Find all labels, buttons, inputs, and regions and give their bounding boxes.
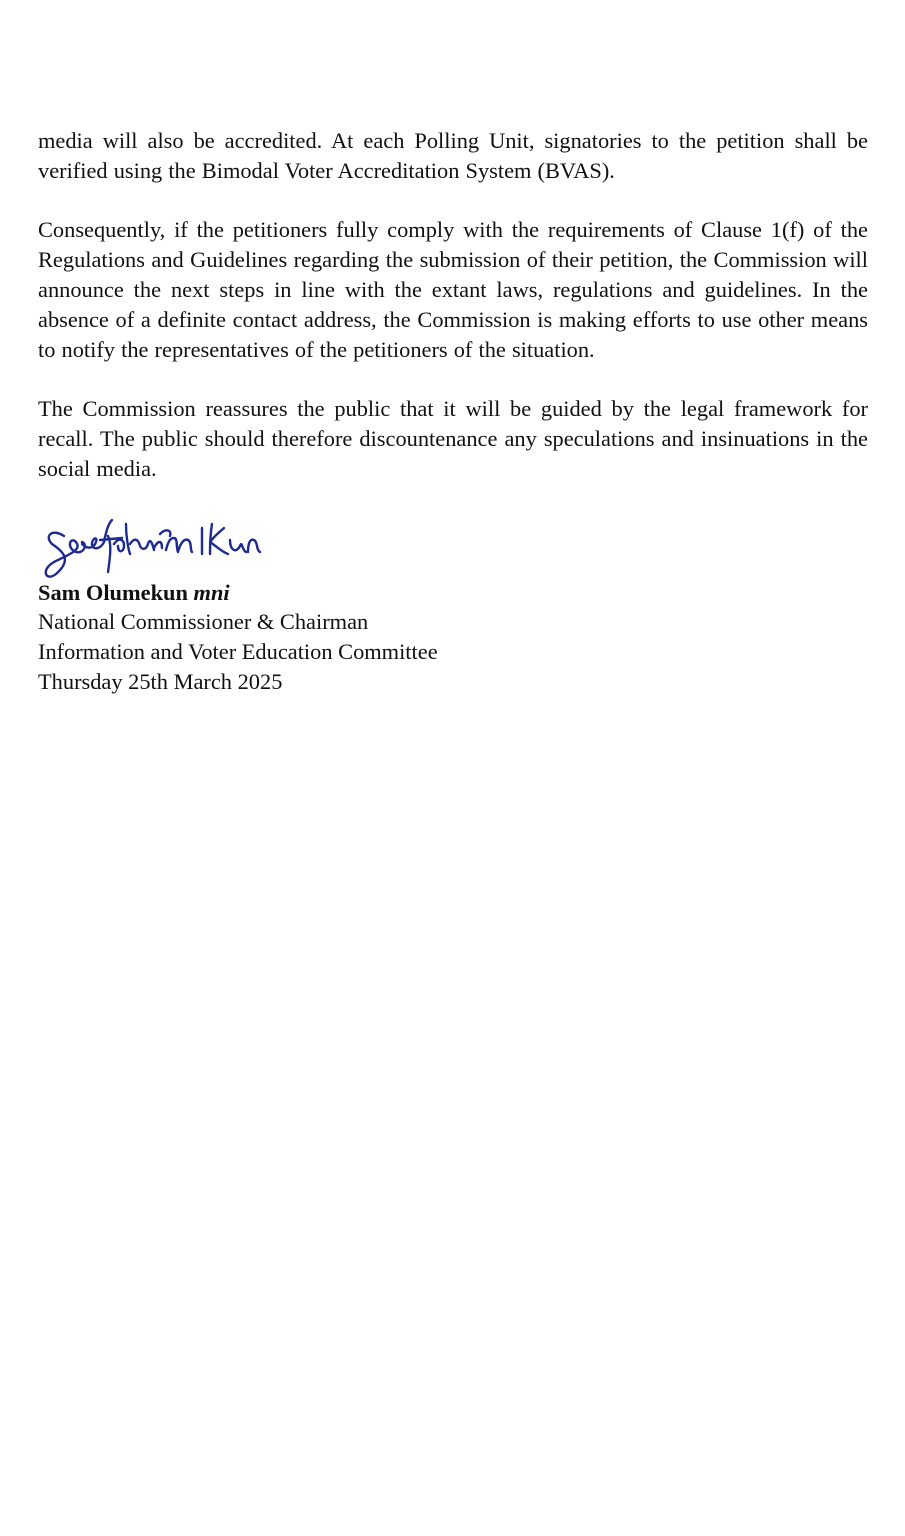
document-date: Thursday 25th March 2025: [38, 668, 283, 694]
signatory-title: National Commissioner & Chairman: [38, 609, 369, 635]
signatory-committee: Information and Voter Education Committee: [38, 639, 438, 665]
signatory-name-line: [38, 578, 868, 608]
handwritten-signature: [42, 514, 267, 584]
signature-block: [38, 514, 868, 697]
signatory-suffix: mni: [193, 579, 230, 605]
document-page: [38, 126, 868, 697]
paragraph-reassurance: The Commission reassures the public that it will be guided by the legal framework for recall. The public should therefore discountenance any speculations and insinuations in the social media.: [38, 396, 868, 481]
signatory-name: Sam Olumekun: [38, 579, 188, 605]
paragraph-accreditation: media will also be accredited. At each Polling Unit, signatories to the petition shall be verified using the Bimodal Voter Accreditation System (BVAS).: [38, 128, 868, 183]
paragraph-next-steps: Consequently, if the petitioners fully comply with the requirements of Clause 1(f) of the Regulations and Guidelines regarding the submission of their petition, the Commission will announce the next steps in line with the extant laws, regulations and guidelines. In the absence of a definite contact address, the Commission is making efforts to use other means to notify the representatives of the petitioners of the situation.: [38, 217, 868, 362]
